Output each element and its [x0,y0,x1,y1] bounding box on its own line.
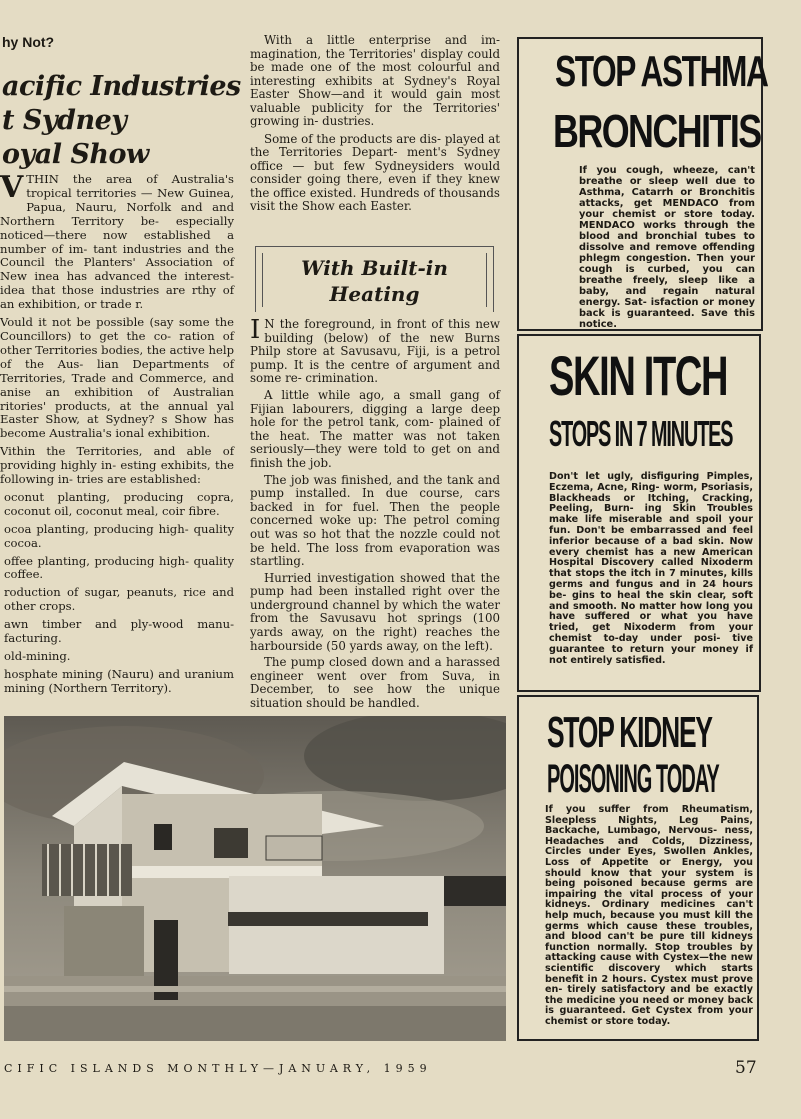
kidney-advertisement [517,695,759,1041]
list-item: oconut planting, producing copra, coconut oil, coconut meal, coir fibre. [4,489,234,518]
headline-line: acific Industries [2,71,241,102]
building-photo [4,716,506,1041]
ad-body: Don't let ugly, disfiguring Pimples, Eczema, Acne, Ring- worm, Psoriasis, Blackheads or Itching, Cracking, Peeling, Burn- ing Skin Troubles make life miserable and spoil your fun. Don't be embarrassed and feel inferior because of a bad skin. Now every chemist has a new American Hospital Discovery called Nixoderm that stops the itch in 7 minutes, kills germs and fungus and in 24 hours be- gins to heal the skin clear, soft and smooth. No matter how long you have suffered or what you have tried, get Nixoderm from your chemist to-day under posi- tive guarantee to return your money if not entirely satisfied. [549,471,753,666]
ad-body: If you cough, wheeze, can't breathe or sleep well due to Asthma, Catarrh or Bronchitis attacks, get MENDACO from your chemist or store today. MENDACO works through the blood and bronchial tubes to dissolve and remove offending phlegm congestion. Then your cough is curbed, you can breathe freely, sleep like a baby, and regain natural energy. Sat- isfaction or money back is guaranteed. Save this notice. [579,165,755,330]
page-number: 57 [735,1058,757,1078]
list-item: hosphate mining (Nauru) and uranium mining (Northern Territory). [4,666,234,695]
article-paragraph: Some of the products are dis- played at the Territories Depart- ment's Sydney office — but few Sydneysiders would consider going there, even if they knew the office existed. Hundreds of thousands visit the Show each Easter. [250,131,500,213]
ad-headline: BRONCHITIS [553,105,761,157]
ad-headline: STOP ASTHMA [555,47,768,96]
ad-headline: STOPS IN 7 MINUTES [549,413,733,454]
article-paragraph: VTHIN the area of Australia's tropical territories — New Guinea, Papua, Nauru, Norfolk and and Northern Territory be- especially noticed—there now established a number of im- tant industries and the Council the Planters' Association of New inea has advanced the interest- idea that those industries are rthy of an exhibition, or trade r. [0,170,234,312]
article-paragraph: A little while ago, a small gang of Fijian labourers, digging a large deep hole for the petrol tank, com- plained of the heat. The matter was not taken seriously—they were told to get on and finish the job. [250,387,500,470]
ad-body: If you suffer from Rheumatism, Sleepless Nights, Leg Pains, Backache, Lumbago, Nervous- ness, Headaches and Colds, Dizziness, Circles under Eyes, Swollen Ankles, Loss of Appetite or Energy, you should know that your system is being poisoned because germs are impairing the vital process of your kidneys. Ordinary medicines can't help much, because you must kill the germs which cause these troubles, and blood can't be pure till kidneys function normally. Stop troubles by attacking cause with Cystex—the new scientific discovery which starts benefit in 2 hours. Cystex must prove en- tirely satisfactory and be exactly the medicine you need or money back is guaranteed. Get Cystex from your chemist or store today. [545,804,753,1027]
skin-itch-advertisement [517,334,761,692]
article-paragraph: I N the foreground, in front of this new building (below) of the new Burns Philp store at Savusavu, Fiji, is a petrol pump. It is the centre of argument and some re- crimination. [250,315,500,386]
article-paragraph: The pump closed down and a harassed engineer went over from Suva, in December, to see how the unique situation should be handled. [250,655,500,711]
article-headline [2,70,242,172]
article-paragraph: Hurried investigation showed that the pump had been installed right over the underground channel by which the water from the Savusavu hot springs (100 yards away, on the right) reaches the harbourside (50 yards away, on the left). [250,570,500,653]
article-paragraph: Vould it not be possible (say some the Councillors) to get the co- ration of other Territories bodies, the active help of the Aus- lian Departments of Territories, Trade and Commerce, and anise an exhibition of Australian ritories' products, at the annual yal Easter Show, at Sydney? s Show has become Australia's ional exhibition. [0,315,234,441]
list-item: roduction of sugar, peanuts, rice and other crops. [4,585,234,614]
article-paragraph: With a little enterprise and im- magination, the Territories' display could be made one of the most colourful and interesting exhibits at Sydney's Royal Easter Show—and it would gain most valuable publicity for the Territories' growing in- dustries. [250,33,500,128]
headline-line: oyal Show [2,139,149,170]
ad-headline: POISONING TODAY [547,757,719,801]
subheading-line: With Built-in [301,256,448,280]
ad-headline: STOP KIDNEY [547,708,712,757]
building-photo-image [4,716,506,1041]
article-paragraph: Vithin the Territories, and able of providing highly in- esting exhibits, the following in- tries are established: [0,444,234,487]
subheading-box [255,246,494,312]
drop-cap: V [0,170,24,205]
list-item: awn timber and ply-wood manu- facturing. [4,617,234,646]
headline-line: t Sydney [2,105,127,136]
list-item: ocoa planting, producing high- quality cocoa. [4,521,234,550]
drop-cap: I [250,315,261,345]
section-kicker: hy Not? [2,34,55,50]
asthma-advertisement [517,37,768,331]
ad-headline: SKIN ITCH [549,344,728,407]
rule [486,253,487,307]
list-item: offee planting, producing high- quality coffee. [4,553,234,582]
page-footer: CIFIC ISLANDS MONTHLY—JANUARY, 1959 [4,1062,432,1075]
article-paragraph: The job was finished, and the tank and pump installed. In due course, cars backed in for fuel. Then the people concerned woke up: The petrol coming out was so hot that the nozzle could not be held. The loss from evaporation was startling. [250,472,500,569]
middle-article-column [250,34,500,218]
left-article-column [0,170,234,700]
list-item: old-mining. [4,649,71,663]
rule [262,253,263,307]
built-in-heating-article [250,315,500,714]
subheading-line: Heating [329,282,420,306]
